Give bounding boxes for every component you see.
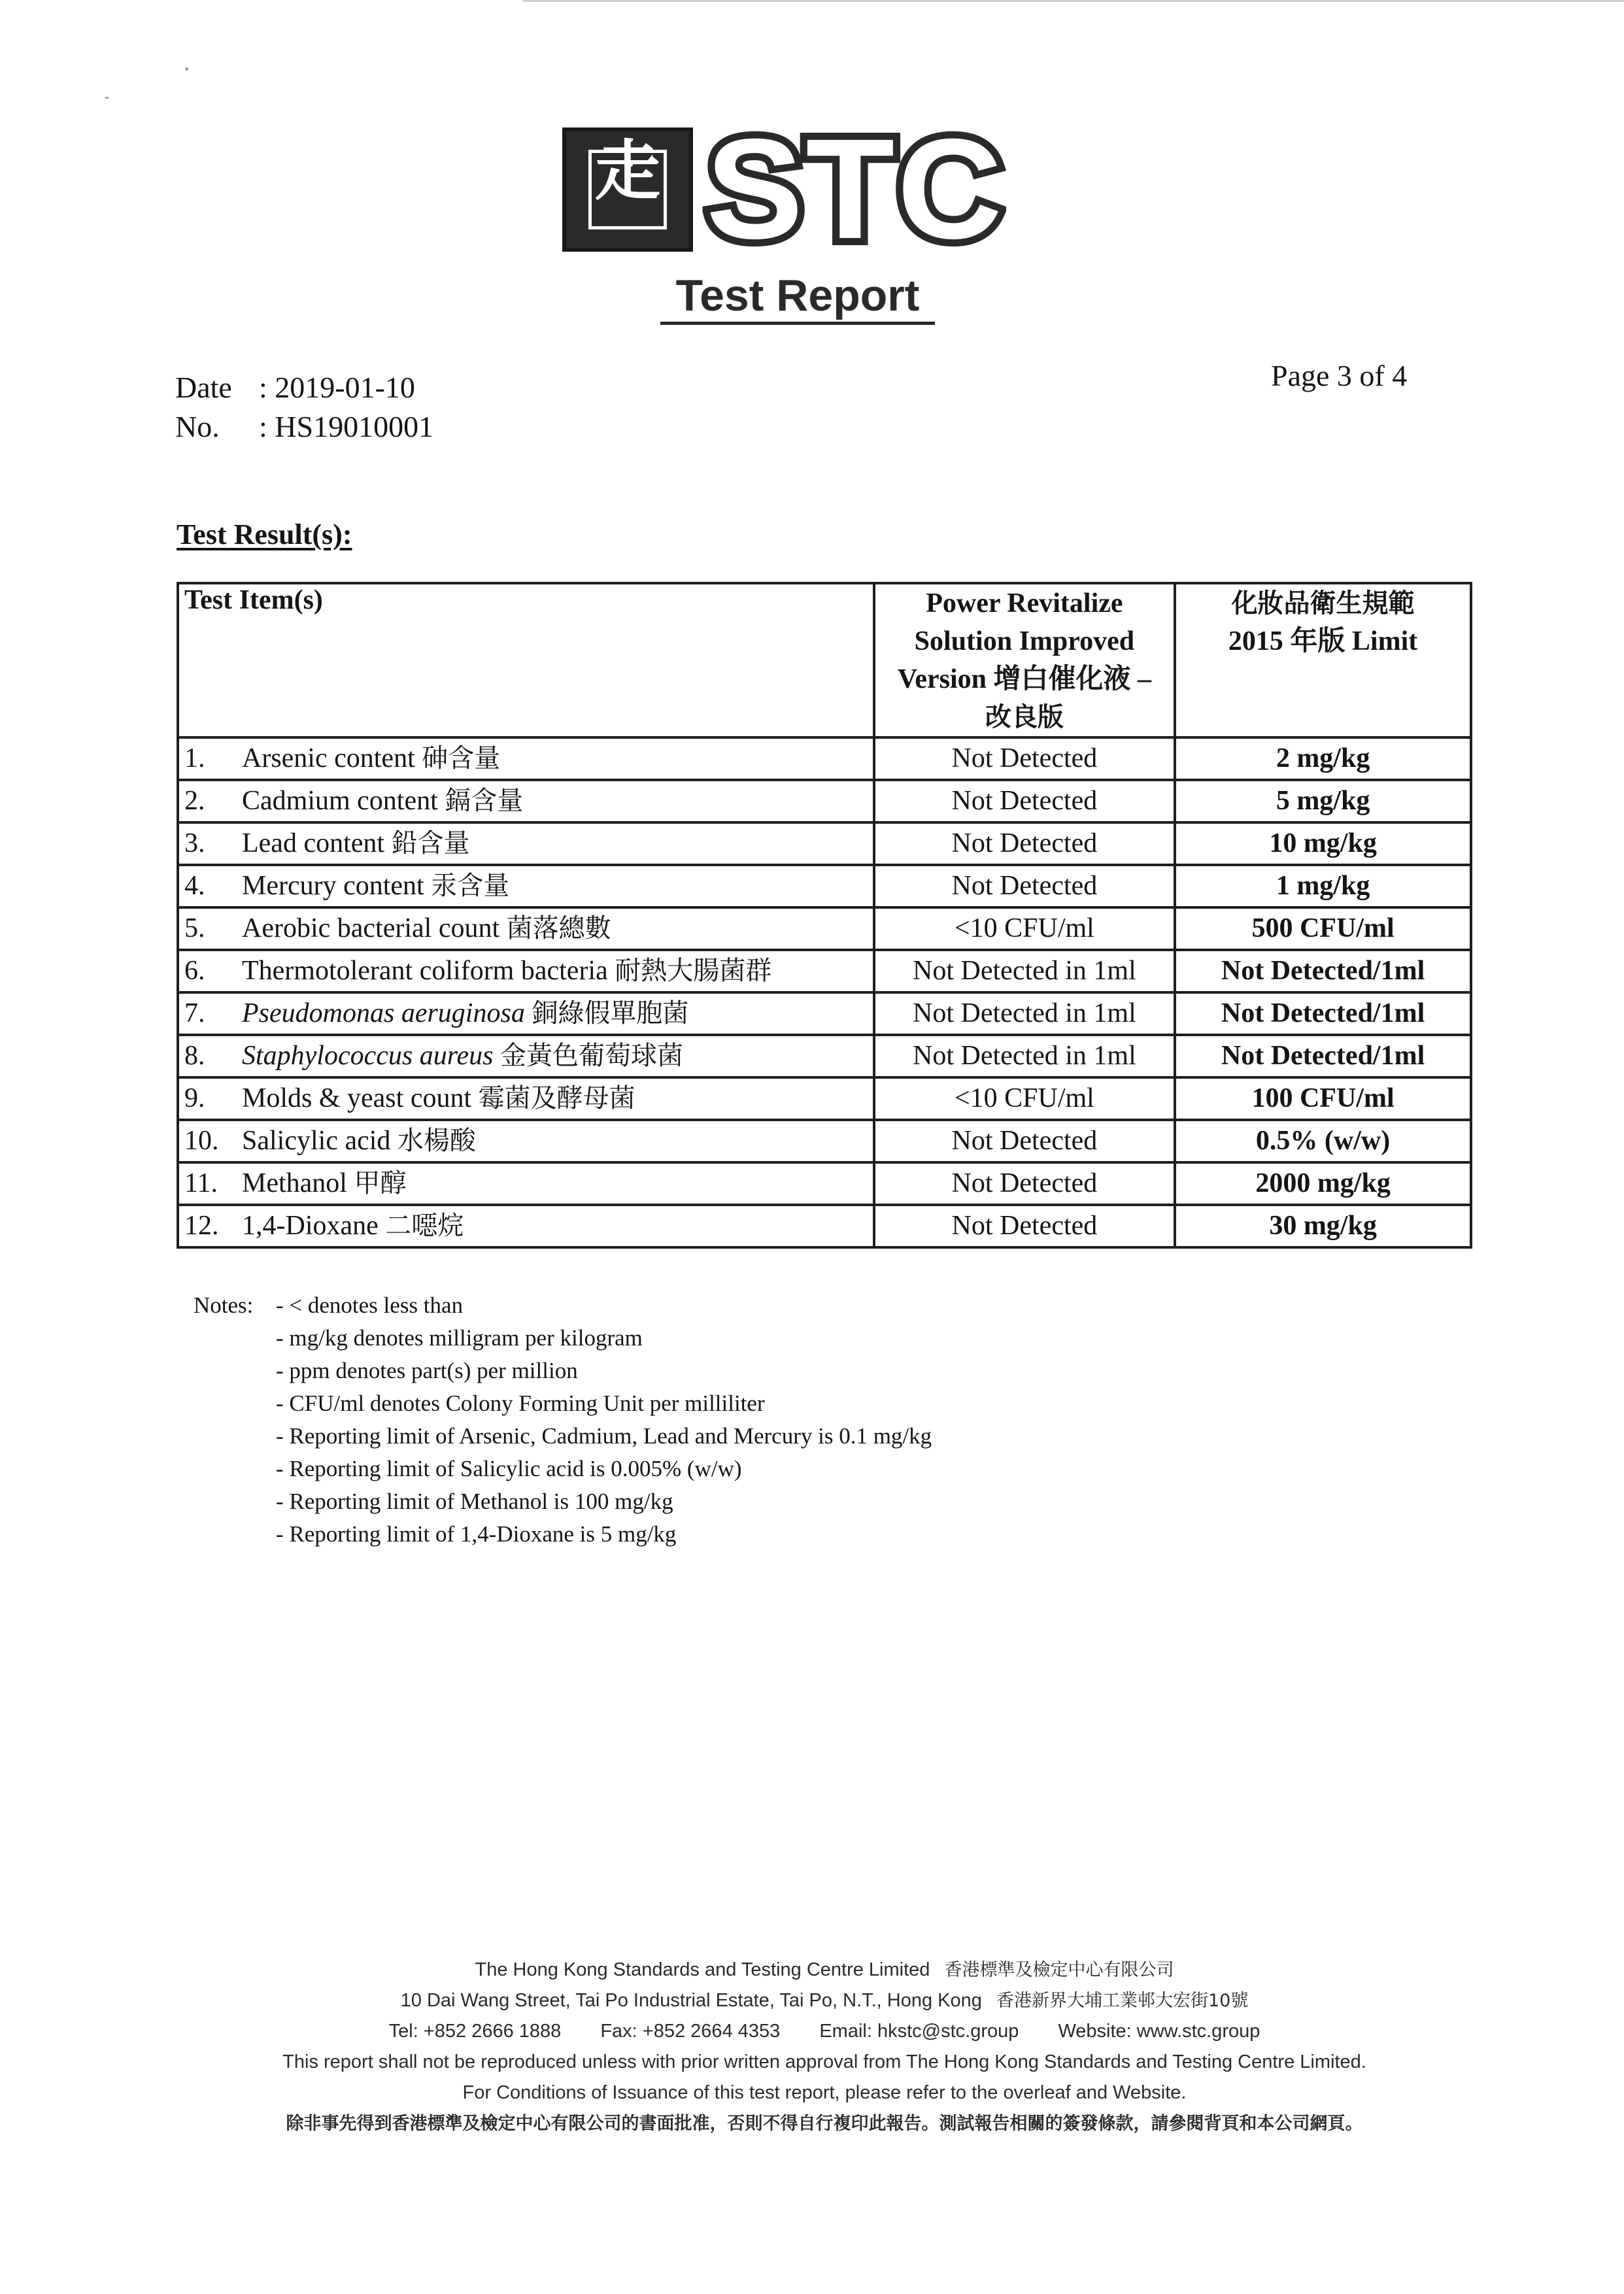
item-number: 11. bbox=[184, 1168, 218, 1198]
footer-contact bbox=[177, 2016, 1472, 2047]
footer-company bbox=[177, 1955, 1472, 1985]
table-row bbox=[178, 822, 1471, 865]
page-title: Test Report bbox=[660, 269, 935, 325]
item-name: Cadmium content bbox=[242, 786, 438, 816]
address-en: 10 Dai Wang Street, Tai Po Industrial Estate, Tai Po, N.T., Hong Kong bbox=[400, 1990, 982, 2011]
limit-cell: 100 CFU/ml bbox=[1175, 1077, 1471, 1120]
header-limit-line: 2015 年版 Limit bbox=[1228, 626, 1418, 656]
report-number-value: : HS19010001 bbox=[259, 410, 434, 443]
table-row bbox=[178, 780, 1471, 822]
footer-address bbox=[177, 1985, 1472, 2016]
notes bbox=[194, 1289, 932, 1551]
note-item: - Reporting limit of Methanol is 100 mg/kg bbox=[276, 1489, 673, 1514]
item-name-cjk: 霉菌及酵母菌 bbox=[478, 1083, 635, 1113]
date-row bbox=[175, 368, 433, 407]
report-meta bbox=[175, 368, 433, 447]
test-item-cell bbox=[178, 1162, 874, 1205]
item-number: 9. bbox=[184, 1083, 205, 1113]
limit-cell: 500 CFU/ml bbox=[1175, 907, 1471, 950]
table-row bbox=[178, 1035, 1471, 1077]
header-result bbox=[874, 583, 1175, 737]
scan-speck bbox=[105, 97, 109, 99]
item-number: 6. bbox=[184, 956, 205, 986]
item-name-cjk: 二噁烷 bbox=[385, 1211, 464, 1241]
limit-cell: 0.5% (w/w) bbox=[1175, 1120, 1471, 1162]
section-title: Test Result(s): bbox=[177, 518, 352, 550]
test-item-cell bbox=[178, 1205, 874, 1247]
limit-cell: 2000 mg/kg bbox=[1175, 1162, 1471, 1205]
item-name: Thermotolerant coliform bacteria bbox=[242, 956, 608, 986]
header-limit-line: 化妝品衛生規範 bbox=[1231, 588, 1415, 618]
disclaimer-1: This report shall not be reproduced unless with prior written approval from The Hong Kong Standards and Testing Centre Limited. bbox=[282, 2051, 1366, 2072]
report-number-label: No. bbox=[175, 410, 220, 443]
result-cell: Not Detected bbox=[874, 1120, 1175, 1162]
result-cell: Not Detected bbox=[874, 1162, 1175, 1205]
test-item-cell bbox=[178, 865, 874, 907]
notes-list bbox=[276, 1289, 932, 1551]
stc-logo bbox=[562, 110, 1005, 269]
disclaimer-cjk: 除非事先得到香港標準及檢定中心有限公司的書面批准，否則不得自行複印此報告。測試報告相關的簽發條款，請參閱背頁和本公司網頁。 bbox=[286, 2114, 1363, 2134]
note-item: - Reporting limit of 1,4-Dioxane is 5 mg/kg bbox=[276, 1521, 677, 1547]
table-row bbox=[178, 1162, 1471, 1205]
item-name-cjk: 汞含量 bbox=[431, 871, 510, 901]
item-name: Staphylococcus aureus bbox=[242, 1041, 494, 1071]
website: Website: www.stc.group bbox=[1058, 2021, 1260, 2042]
item-name-cjk: 菌落總數 bbox=[506, 913, 611, 943]
note-item: - ppm denotes part(s) per million bbox=[276, 1358, 578, 1383]
item-number: 7. bbox=[184, 998, 205, 1028]
test-item-cell bbox=[178, 950, 874, 992]
item-name-cjk: 水楊酸 bbox=[397, 1126, 476, 1156]
item-name: Salicylic acid bbox=[242, 1126, 391, 1156]
results-table bbox=[177, 582, 1472, 1249]
result-cell: Not Detected in 1ml bbox=[874, 992, 1175, 1035]
logo-mark-glyph: 走 bbox=[595, 133, 660, 209]
item-name-cjk: 砷含量 bbox=[422, 743, 501, 773]
table-row bbox=[178, 950, 1471, 992]
company-name-en: The Hong Kong Standards and Testing Centre Limited bbox=[475, 1959, 930, 1980]
table-row bbox=[178, 1077, 1471, 1120]
note-item: - Reporting limit of Arsenic, Cadmium, Lead and Mercury is 0.1 mg/kg bbox=[276, 1423, 932, 1449]
test-item-cell bbox=[178, 1120, 874, 1162]
limit-cell: 5 mg/kg bbox=[1175, 780, 1471, 822]
table-header-row bbox=[178, 583, 1471, 737]
item-name-cjk: 甲醇 bbox=[354, 1168, 407, 1198]
item-name: 1,4-Dioxane bbox=[242, 1211, 379, 1241]
email: Email: hkstc@stc.group bbox=[819, 2021, 1019, 2042]
scan-speck bbox=[185, 67, 188, 71]
table-row bbox=[178, 737, 1471, 780]
header-result-line: Power Revitalize bbox=[926, 588, 1123, 618]
limit-cell: 10 mg/kg bbox=[1175, 822, 1471, 865]
header-result-line: 改良版 bbox=[985, 702, 1064, 732]
item-number: 2. bbox=[184, 786, 205, 816]
result-cell: Not Detected in 1ml bbox=[874, 950, 1175, 992]
test-item-cell bbox=[178, 992, 874, 1035]
note-item: - CFU/ml denotes Colony Forming Unit per milliliter bbox=[276, 1391, 765, 1416]
item-name: Pseudomonas aeruginosa bbox=[242, 998, 525, 1028]
result-cell: Not Detected bbox=[874, 1205, 1175, 1247]
limit-cell: 30 mg/kg bbox=[1175, 1205, 1471, 1247]
fax: Fax: +852 2664 4353 bbox=[600, 2021, 781, 2042]
table-row bbox=[178, 865, 1471, 907]
test-item-cell bbox=[178, 1077, 874, 1120]
result-cell: Not Detected bbox=[874, 780, 1175, 822]
note-item: - < denotes less than bbox=[276, 1292, 464, 1318]
header-test-item: Test Item(s) bbox=[178, 583, 874, 737]
header-limit bbox=[1175, 583, 1471, 737]
notes-label: Notes: bbox=[194, 1292, 254, 1318]
page-number: Page 3 of 4 bbox=[1271, 359, 1408, 392]
logo-text: STC bbox=[706, 110, 1005, 269]
item-name: Aerobic bacterial count bbox=[242, 913, 500, 943]
result-cell: <10 CFU/ml bbox=[874, 1077, 1175, 1120]
stc-logo-mark-icon bbox=[562, 127, 693, 252]
limit-cell: 1 mg/kg bbox=[1175, 865, 1471, 907]
test-item-cell bbox=[178, 1035, 874, 1077]
item-name: Methanol bbox=[242, 1168, 347, 1198]
item-number: 8. bbox=[184, 1041, 205, 1071]
item-name-cjk: 金黃色葡萄球菌 bbox=[500, 1041, 684, 1071]
result-cell: Not Detected bbox=[874, 822, 1175, 865]
note-item: - Reporting limit of Salicylic acid is 0.005% (w/w) bbox=[276, 1456, 742, 1481]
test-item-cell bbox=[178, 822, 874, 865]
header-result-line: Solution Improved bbox=[914, 626, 1135, 656]
table-row bbox=[178, 1120, 1471, 1162]
table-row bbox=[178, 1205, 1471, 1247]
report-number-row bbox=[175, 407, 433, 447]
date-label: Date bbox=[175, 371, 232, 404]
test-item-cell bbox=[178, 907, 874, 950]
item-number: 3. bbox=[184, 828, 205, 858]
item-name: Arsenic content bbox=[242, 743, 415, 773]
company-name-cjk: 香港標準及檢定中心有限公司 bbox=[944, 1960, 1174, 1980]
test-item-cell bbox=[178, 780, 874, 822]
item-name: Mercury content bbox=[242, 871, 424, 901]
item-name-cjk: 鉛含量 bbox=[391, 828, 470, 858]
header-result-line: Version 增白催化液 – bbox=[897, 664, 1151, 694]
item-name-cjk: 銅綠假單胞菌 bbox=[532, 998, 689, 1028]
scan-top-edge bbox=[523, 0, 1624, 2]
item-name-cjk: 耐熱大腸菌群 bbox=[615, 956, 772, 986]
item-name: Lead content bbox=[242, 828, 385, 858]
item-number: 1. bbox=[184, 743, 205, 773]
address-cjk: 香港新界大埔工業邨大宏街10號 bbox=[996, 1991, 1249, 2011]
limit-cell: 2 mg/kg bbox=[1175, 737, 1471, 780]
table-row bbox=[178, 992, 1471, 1035]
item-number: 5. bbox=[184, 913, 205, 943]
result-cell: Not Detected in 1ml bbox=[874, 1035, 1175, 1077]
test-item-cell bbox=[178, 737, 874, 780]
tel: Tel: +852 2666 1888 bbox=[388, 2021, 562, 2042]
item-number: 12. bbox=[184, 1211, 219, 1241]
note-item: - mg/kg denotes milligram per kilogram bbox=[276, 1325, 643, 1351]
result-cell: <10 CFU/ml bbox=[874, 907, 1175, 950]
result-cell: Not Detected bbox=[874, 737, 1175, 780]
table-row bbox=[178, 907, 1471, 950]
date-value: : 2019-01-10 bbox=[259, 371, 415, 404]
item-name: Molds & yeast count bbox=[242, 1083, 472, 1113]
disclaimer-2: For Conditions of Issuance of this test report, please refer to the overleaf and Website. bbox=[462, 2082, 1187, 2103]
limit-cell: Not Detected/1ml bbox=[1175, 950, 1471, 992]
item-name-cjk: 鎘含量 bbox=[445, 786, 524, 816]
limit-cell: Not Detected/1ml bbox=[1175, 992, 1471, 1035]
limit-cell: Not Detected/1ml bbox=[1175, 1035, 1471, 1077]
item-number: 10. bbox=[184, 1126, 219, 1156]
page-footer bbox=[177, 1955, 1472, 2139]
result-cell: Not Detected bbox=[874, 865, 1175, 907]
item-number: 4. bbox=[184, 871, 205, 901]
